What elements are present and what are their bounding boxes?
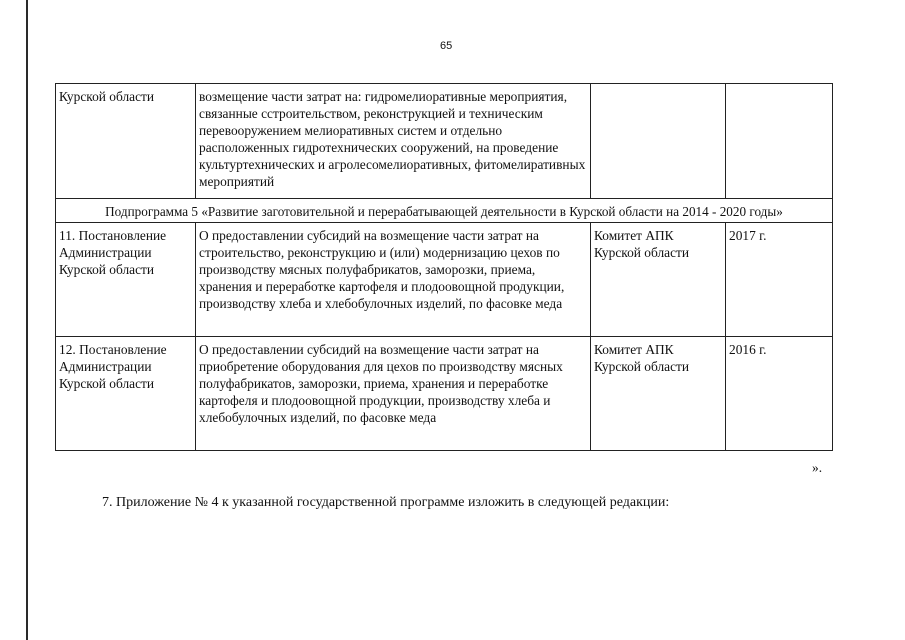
executor-cell [591,84,726,199]
table-row [56,84,833,199]
act-cell: 11. Постановление Администрации Курской области [56,223,196,337]
table-row [56,337,833,451]
page-number: 65 [440,40,453,52]
act-cell: 12. Постановление Администрации Курской области [56,337,196,451]
act-title-cell: О предоставлении субсидий на возмещение части затрат на приобретение оборудования для цехов по производству мясных полуфабрикатов, заморозки, приема, хранения и переработке картофеля и плодоовощной продукции, производству хлеба и хлебобулочных изделий, по фасовке меда [196,337,591,451]
table-row [56,223,833,337]
closing-quote: ». [812,460,823,475]
legal-acts-table [55,83,833,451]
page-edge-line [26,0,28,640]
act-title-cell: возмещение части затрат на: гидромелиоративные мероприятия, связанные сстроительством, реконструкцией и техническим перевооружением мелиоративных систем и отдельно расположенных гидротехнических сооружений, на проведение культуртехнических и агролесомелиоративных, фитомелиративных мероприятий [196,84,591,199]
executor-cell: Комитет АПК Курской области [591,337,726,451]
year-cell: 2016 г. [726,337,833,451]
year-cell [726,84,833,199]
year-cell: 2017 г. [726,223,833,337]
executor-cell: Комитет АПК Курской области [591,223,726,337]
section-header-row [56,199,833,223]
act-cell: Курской области [56,84,196,199]
amendment-paragraph: 7. Приложение № 4 к указанной государственной программе изложить в следующей редакции: [102,495,670,510]
subprogram-heading: Подпрограмма 5 «Развитие заготовительной и перерабатывающей деятельности в Курской области на 2014 - 2020 годы» [56,199,833,223]
act-title-cell: О предоставлении субсидий на возмещение части затрат на строительство, реконструкцию и (или) модернизацию цехов по производству мясных полуфабрикатов, заморозки, приема, хранения и переработке картофеля и плодоовощной продукции, производству хлеба и хлебобулочных изделий, по фасовке меда [196,223,591,337]
